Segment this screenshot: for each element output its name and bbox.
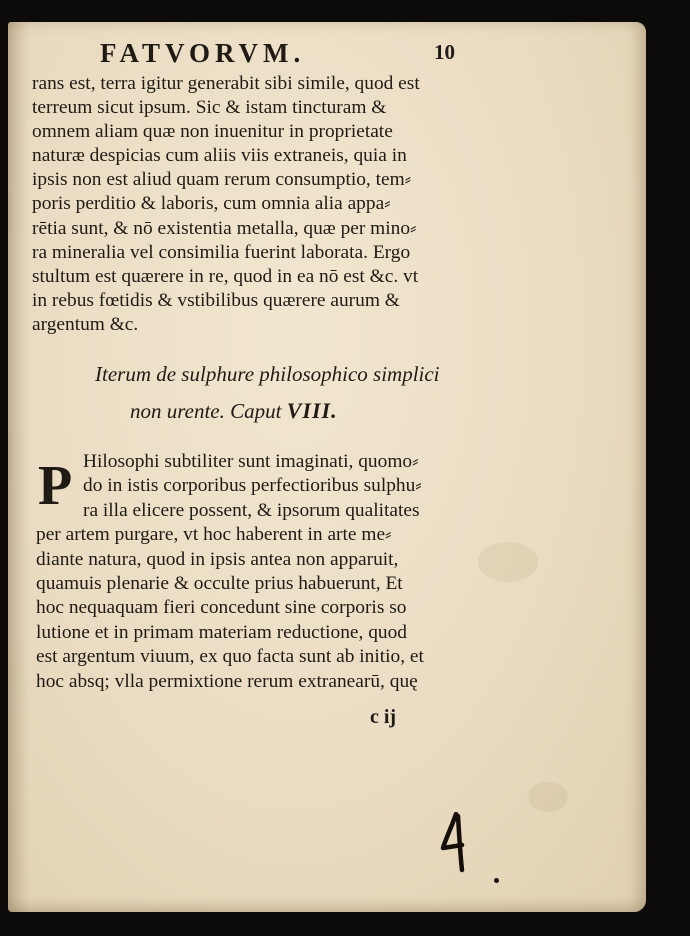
text-line: ra illa elicere possent, & ipsorum qualitates [83, 499, 420, 521]
text-line: ra mineralia vel consimilia fuerint laborata. Ergo [32, 241, 411, 263]
caput-label: Caput [230, 399, 282, 423]
chapter-heading-prefix: non urente. [130, 399, 225, 423]
text-line: stultum est quærere in re, quod in ea nō est &c. vt [32, 265, 419, 287]
paragraph-2 [36, 450, 456, 694]
text-line: hoc nequaquam fieri concedunt sine corporis so [36, 597, 407, 619]
caput-number: VIII. [286, 398, 338, 423]
folio-number: 10 [434, 40, 455, 64]
text-line: diante natura, quod in ipsis antea non apparuit, [36, 548, 399, 570]
text-line: est argentum viuum, ex quo facta sunt ab initio, et [36, 646, 424, 668]
text-line: quamuis plenarie & occulte prius habuerunt, Et [36, 573, 403, 595]
text-line: per artem purgare, vt hoc haberent in arte me⸗ [36, 524, 392, 546]
ink-dot [494, 878, 499, 883]
text-line: ipsis non est aliud quam rerum consumptio, tem⸗ [32, 169, 412, 191]
running-head: FATVORVM. [100, 38, 306, 68]
text-line: rētia sunt, & nō existentia metalla, quæ per mino⸗ [32, 217, 417, 239]
text-line: do in istis corporibus perfectioribus sulphu⸗ [83, 475, 422, 497]
handwritten-pen-mark [440, 812, 474, 874]
text-line: rans est, terra igitur generabit sibi simile, quod est [32, 73, 420, 94]
text-line: omnem aliam quæ non inuenitur in proprietate [32, 121, 393, 143]
signature-mark: c ij [370, 706, 397, 728]
paragraph-1 [32, 72, 457, 337]
text-line: poris perditio & laboris, cum omnia alia appa⸗ [32, 193, 391, 215]
chapter-heading-line-2 [130, 398, 470, 424]
text-line: lutione et in primam materiam reductione, quod [36, 621, 408, 643]
chapter-heading-line-1: Iterum de sulphure philosophico simplici [95, 362, 440, 386]
text-line: argentum &c. [32, 313, 139, 335]
spine-shadow [8, 22, 30, 912]
paper-stain [478, 542, 538, 582]
paper-stain [528, 782, 568, 812]
initial-letter: P [38, 455, 73, 517]
text-line: naturæ despicias cum aliis viis extraneis, quia in [32, 145, 407, 167]
text-line: Hilosophi subtiliter sunt imaginati, quomo⸗ [83, 451, 419, 472]
text-line: terreum sicut ipsum. Sic & istam tincturam & [32, 97, 387, 119]
text-line: in rebus fœtidis & vstibilibus quærere aurum & [32, 289, 400, 311]
text-line: hoc absq; vlla permixtione rerum extranearū, quę [36, 670, 418, 692]
